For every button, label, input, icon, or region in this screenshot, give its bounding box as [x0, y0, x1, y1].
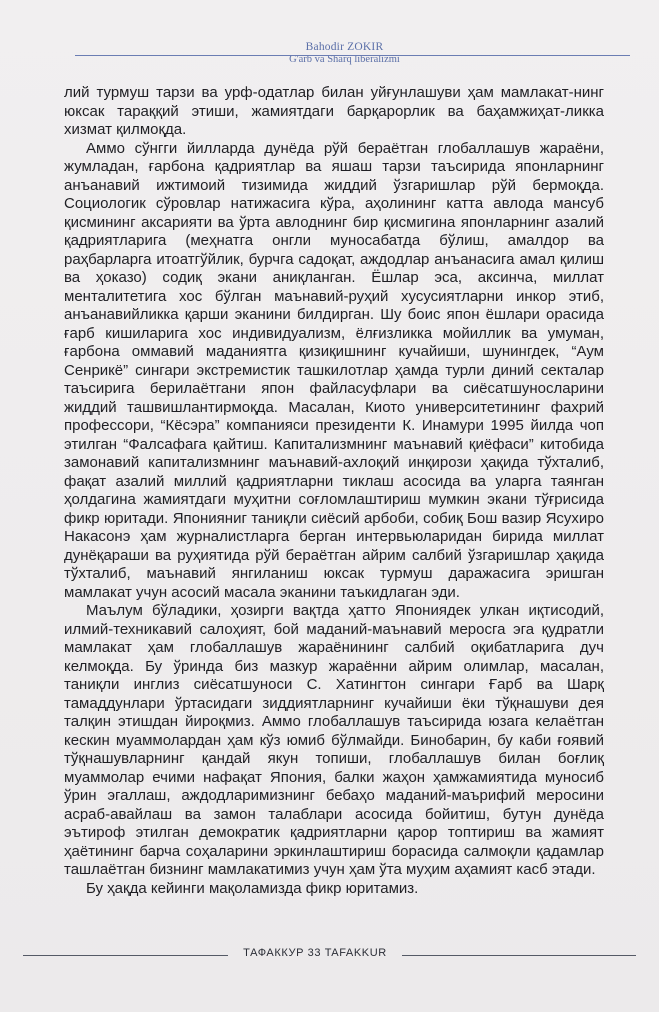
page-footer [0, 944, 659, 968]
running-header [0, 40, 659, 66]
header-author: Bahodir ZOKIR [305, 41, 384, 53]
footer-page-label: ТАФАККУР 33 TAFAKKUR [243, 947, 387, 959]
article-body [64, 84, 604, 898]
paragraph: Бу ҳақда кейинги мақоламизда фикр юритамиз. [86, 879, 419, 897]
paragraph: Аммо сўнгги йилларда дунёда рўй бераётган глобаллашув жараёни, жумладан, ғарбона қадриятлар ва яшаш тарзи таъсирида японларнинг анъанавий ижтимоий тизимида жиддий ўзгаришлар рўй бермоқда. Социологик сўровлар натижасига кўра, аҳолининг катта авлода мансуб қисмининг аксарияти ва ўрта авлоднинг бир қисмигина японларнинг азалий қадриятларига (меҳнатга онгли муносабатда бўлиш, амалдор ва раҳбарларга итоатгўйлик, бурчга садоқат, аждодлар анъанасига амал қилиш ва ҳоказо) содиқ экани аниқланган. Ёшлар эса, аксинча, миллат менталитетига хос бўлган маънавий-руҳий хусусиятларни инкор этиб, анъанавийликка қарши эканини билдирган. Шу боис япон ёшлари орасида ғарб кишиларига хос индивидуализм, ёлғизликка мойиллик ва умуман, ғарбона оммавий маданиятга қизиқишнинг кучайиши, шунингдек, “Аум Сенрикё” сингари экстремистик ташкилотлар ҳамда турли диний секталар таъсирига берилаётгани япон файласуфлари ва сиёсатшуносларини жиддий ташвишлантирмоқда. Масалан, Киото университетининг фахрий профессори, “Кёсэра” компанияси президенти К. Инамури 1995 йилда чоп этилган “Фалсафага қайтиш. Капитализмнинг маънавий қиёфаси” китобида замонавий капитализмнинг маънавий-ахлоқий инқирози ҳақида тўхталиб, фақат азалий миллий қадриятларни тиклаш асосида ва уларга таянган ҳолдагина жамиятдаги муҳитни соғломлаштириш мумкин экани тўғрисида фикр юритади. Японияниг таниқли сиёсий арбоби, собиқ Бош вазир Ясухиро Накасонэ ҳам журналистларга берган интервьюларидан бирида миллат дунёқараши ва руҳиятида рўй бераётган айрим салбий ўзгаришлар ҳақида тўхталиб, маънавий янгиланиш юксак турмуш даражасига эришган мамлакат учун асосий масала эканини таъкидлаган эди. [64, 139, 604, 601]
paragraph: лий турмуш тарзи ва урф-одатлар билан уйғунлашуви ҳам мамлакат-нинг юксак тараққий этиши, жамиятдаги барқарорлик ва баҳамжиҳат-ликка хизмат қилмоқда. [64, 84, 604, 138]
header-subtitle: G'arb va Sharq liberalizmi [289, 54, 400, 65]
footer-rule-right [402, 955, 636, 956]
footer-rule-left [23, 955, 228, 956]
header-divider [75, 55, 630, 56]
paragraph: Маълум бўладики, ҳозирги вақтда ҳатто Япониядек улкан иқтисодий, илмий-техникавий салоҳият, бой маданий-маънавий меросга эга қудратли мамлакат ҳам глобаллашув жараёнининг салбий оқибатларига дуч келмоқда. Бу ўринда биз мазкур жараённи айрим олимлар, масалан, таниқли инглиз сиёсатшуноси С. Хатингтон сингари Ғарб ва Шарқ тамаддунлари ўртасидаги зиддиятларнинг кучайиши ёки тўқнашуви дея талқин этишдан йироқмиз. Аммо глобаллашув таъсирида юзага келаётган кескин муаммолардан ҳам кўз юмиб бўлмайди. Бинобарин, бу каби ғоявий тўқнашувларнинг қандай якун топиши, глобаллашув билан боғлиқ муаммолар ечими нафақат Япония, балки жаҳон ҳамжамиятида муносиб ўрин эгаллаш, аждодларимизнинг бебаҳо маданий-маърифий меросини асраб-авайлаш ва замон талаблари асосида бойитиш, бутун дунёда эътироф этилган демократик қадриятларни қарор топтириш ва жамият ҳаётининг барча соҳаларини эркинлаштириш борасида салмоқли қадамлар ташлаётган бизнинг мамлакатимиз учун ҳам ўта муҳим аҳамият касб этади. [64, 602, 604, 878]
